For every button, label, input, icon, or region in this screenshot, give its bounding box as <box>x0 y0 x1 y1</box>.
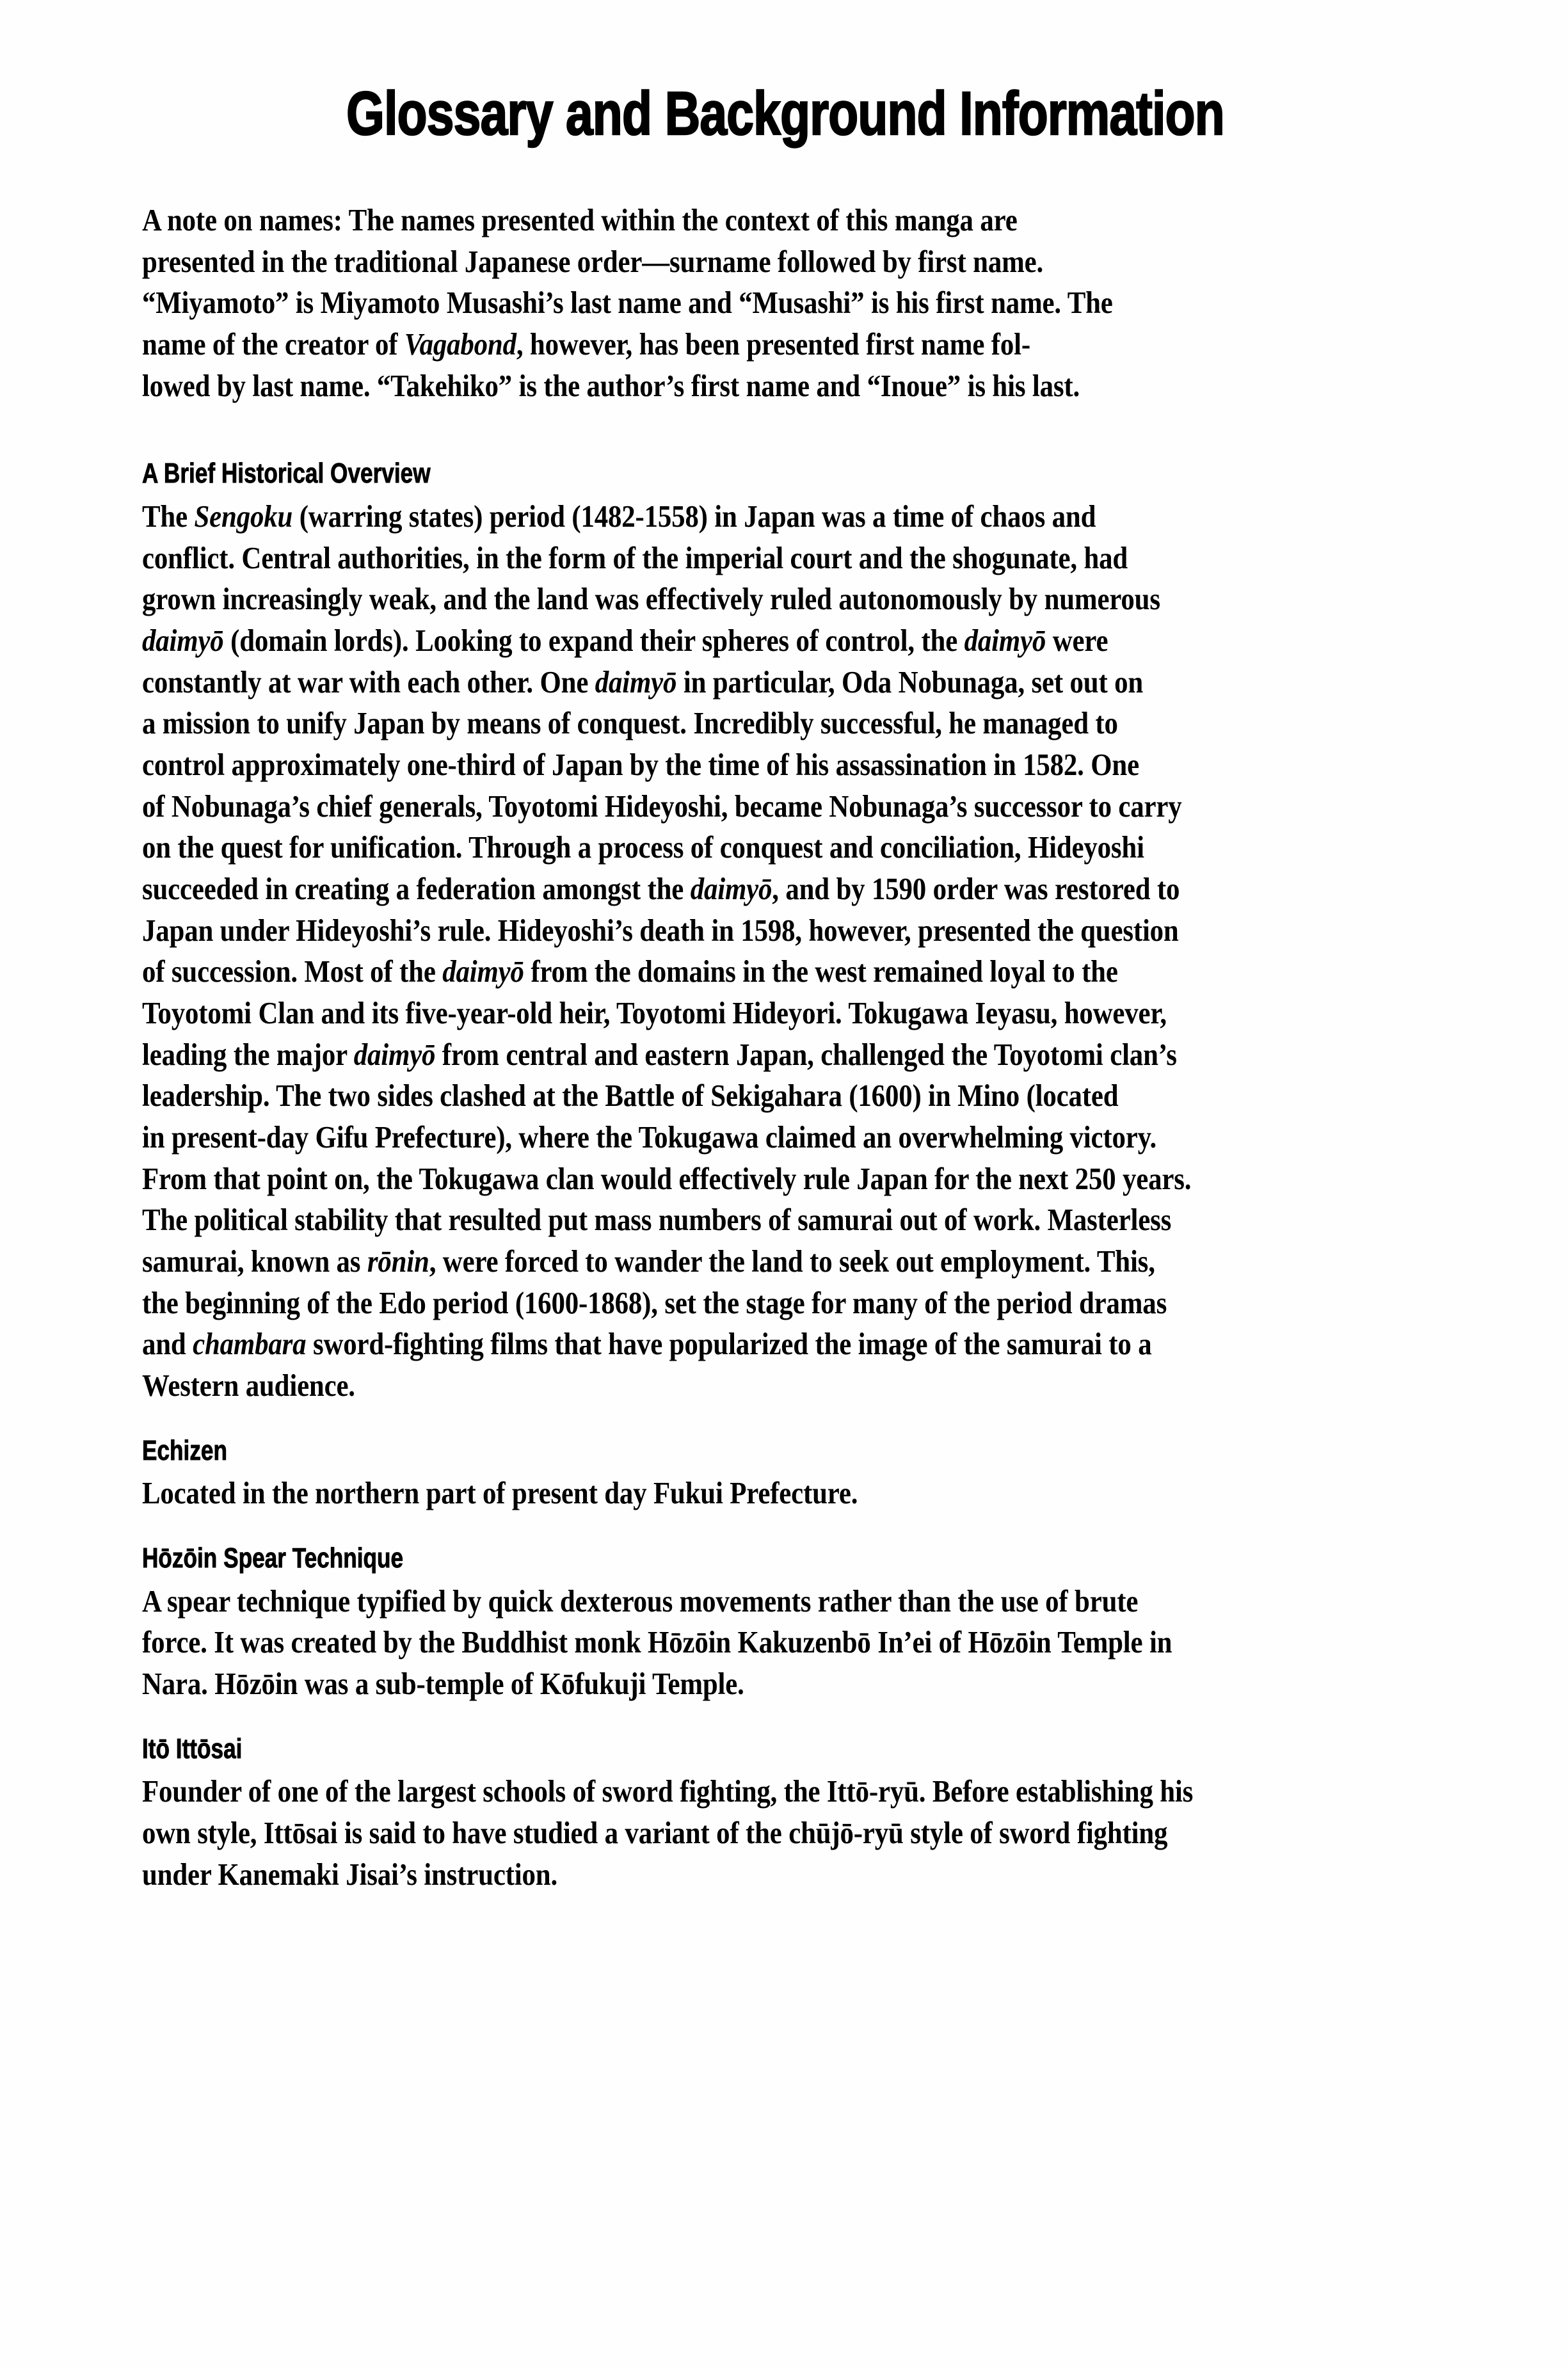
text-line: under Kanemaki Jisai’s instruction. <box>142 1856 558 1892</box>
text-line: Toyotomi Clan and its five-year-old heir, Toyotomi Hideyori. Tokugawa Ieyasu, however, <box>142 995 1167 1031</box>
italic-term: rōnin <box>367 1244 429 1279</box>
text-line: leading the major daimyō from central and eastern Japan, challenged the Toyotomi clan’s <box>142 1036 1177 1072</box>
italic-term: daimyō <box>142 622 224 658</box>
text-line: succeeded in creating a federation amongst the daimyō, and by 1590 order was restored to <box>142 871 1180 906</box>
italic-term: daimyō <box>353 1036 436 1072</box>
spacer <box>142 1407 1428 1435</box>
section-echizen <box>142 1435 1428 1514</box>
text-line: Japan under Hideyoshi’s rule. Hideyoshi’s death in 1598, however, presented the question <box>142 912 1179 948</box>
page-title: Glossary and Background Information <box>346 79 1224 148</box>
spacer <box>142 438 1428 458</box>
text-line: grown increasingly weak, and the land was effectively ruled autonomously by numerous <box>142 581 1160 617</box>
text-line: conflict. Central authorities, in the form of the imperial court and the shogunate, had <box>142 540 1128 575</box>
text-line: own style, Ittōsai is said to have studied a variant of the chūjō-ryū style of sword fighting <box>142 1814 1168 1850</box>
spacer <box>142 1514 1428 1542</box>
text-line: in present-day Gifu Prefecture), where the Tokugawa claimed an overwhelming victory. <box>142 1119 1157 1155</box>
text-line: Founder of one of the largest schools of sword fighting, the Ittō-ryū. Before establishing his <box>142 1773 1194 1809</box>
italic-term: daimyō <box>595 664 677 700</box>
section-body-overview <box>142 496 1428 1407</box>
italic-term: daimyō <box>964 622 1046 658</box>
italic-term: Sengoku <box>194 498 293 534</box>
text-line: a mission to unify Japan by means of conquest. Incredibly successful, he managed to <box>142 705 1118 741</box>
italic-term: daimyō <box>442 954 524 989</box>
section-body-echizen <box>142 1473 1428 1514</box>
document-content <box>142 79 1428 1895</box>
text-line: presented in the traditional Japanese order—surname followed by first name. <box>142 243 1044 279</box>
text-line: The political stability that resulted put mass numbers of samurai out of work. Masterless <box>142 1202 1172 1238</box>
text-line: control approximately one-third of Japan by the time of his assassination in 1582. One <box>142 746 1139 782</box>
section-brief-historical-overview <box>142 458 1428 1406</box>
note-on-names-paragraph <box>142 200 1428 406</box>
text-line: The Sengoku (warring states) period (1482-1558) in Japan was a time of chaos and <box>142 498 1096 534</box>
text-line: A spear technique typified by quick dexterous movements rather than the use of brute <box>142 1583 1139 1619</box>
section-heading-overview: A Brief Historical Overview <box>142 458 431 490</box>
text-line: constantly at war with each other. One daimyō in particular, Oda Nobunaga, set out on <box>142 664 1144 700</box>
text-line: daimyō (domain lords). Looking to expand their spheres of control, the daimyō were <box>142 622 1108 658</box>
text-line: Located in the northern part of present day Fukui Prefecture. <box>142 1475 858 1511</box>
text-line: From that point on, the Tokugawa clan would effectively rule Japan for the next 250 years. <box>142 1160 1192 1196</box>
text-line: leadership. The two sides clashed at the Battle of Sekigahara (1600) in Mino (located <box>142 1078 1119 1114</box>
text-line: Nara. Hōzōin was a sub-temple of Kōfukuji Temple. <box>142 1665 744 1701</box>
text-line: A note on names: The names presented within the context of this manga are <box>142 202 1018 237</box>
section-heading-echizen: Echizen <box>142 1434 228 1466</box>
section-hozoin-spear-technique <box>142 1542 1428 1705</box>
text-line: “Miyamoto” is Miyamoto Musashi’s last name and “Musashi” is his first name. The <box>142 285 1113 321</box>
italic-term: chambara <box>193 1326 307 1362</box>
text-line: and chambara sword-fighting films that have popularized the image of the samurai to a <box>142 1326 1152 1362</box>
text-line: of Nobunaga’s chief generals, Toyotomi Hideyoshi, became Nobunaga’s successor to carry <box>142 788 1182 824</box>
text-line: lowed by last name. “Takehiko” is the author’s first name and “Inoue” is his last. <box>142 367 1080 403</box>
text-line: the beginning of the Edo period (1600-1868), set the stage for many of the period dramas <box>142 1284 1167 1320</box>
text-line: name of the creator of Vagabond, however, has been presented first name fol- <box>142 326 1030 362</box>
italic-title-vagabond: Vagabond <box>404 326 516 362</box>
section-heading-hozoin: Hōzōin Spear Technique <box>142 1542 404 1574</box>
text-line: samurai, known as rōnin, were forced to wander the land to seek out employment. This, <box>142 1244 1155 1279</box>
note-on-names-block <box>142 200 1428 406</box>
note-lead-label: A note on names: <box>142 202 342 237</box>
text-line: force. It was created by the Buddhist monk Hōzōin Kakuzenbō In’ei of Hōzōin Temple in <box>142 1624 1172 1660</box>
section-ito-ittosai <box>142 1733 1428 1896</box>
section-body-ittosai <box>142 1771 1428 1895</box>
text-line: Western audience. <box>142 1368 355 1404</box>
section-heading-ittosai: Itō Ittōsai <box>142 1732 243 1764</box>
italic-term: daimyō <box>690 871 772 906</box>
section-body-hozoin <box>142 1581 1428 1705</box>
spacer <box>142 1705 1428 1733</box>
text-line: on the quest for unification. Through a process of conquest and conciliation, Hideyoshi <box>142 829 1144 865</box>
text-line: of succession. Most of the daimyō from the domains in the west remained loyal to the <box>142 954 1118 989</box>
